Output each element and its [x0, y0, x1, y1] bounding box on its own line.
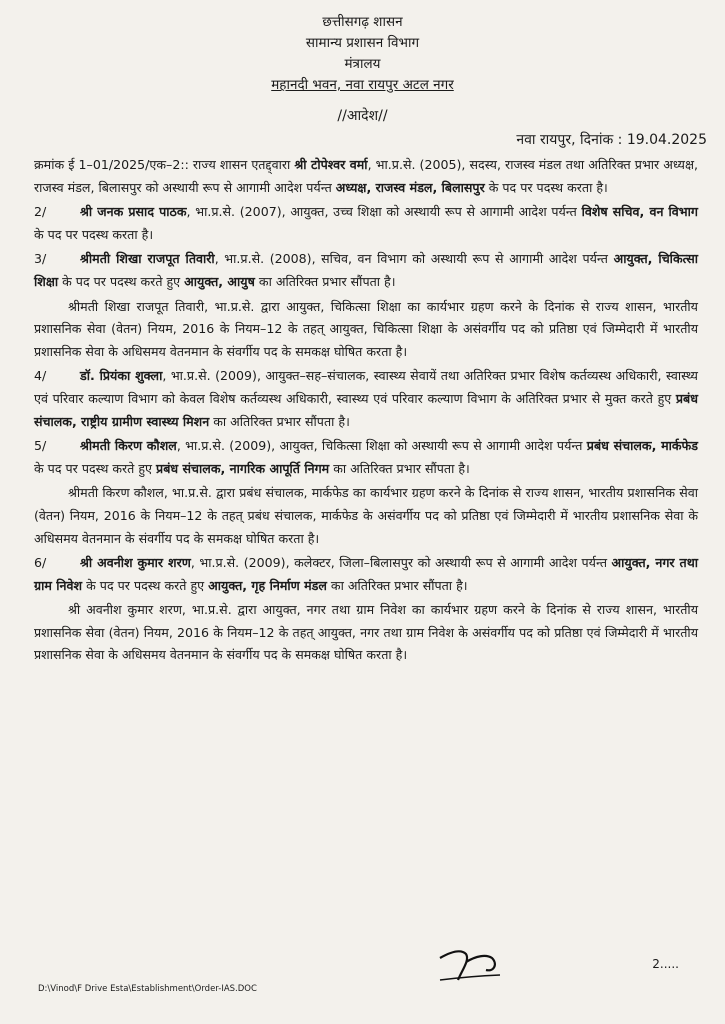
date-line: नवा रायपुर, दिनांक : 19.04.2025 — [516, 132, 707, 148]
header-department: सामान्य प्रशासन विभाग — [305, 35, 420, 51]
paragraph-4: 4/ डॉ. प्रियंका शुक्ला, भा.प्र.से. (2009), आयुक्त–सह–संचालक, स्वास्थ्य सेवायें तथा अतिरिक्त प्रभार विशेष कर्तव्यस्थ अधिकारी, स्वास्थ्य एवं परिवार कल्याण विभाग को केवल विशेष कर्तव्यस्थ अधिकारी, स्वास्थ्य एवं परिवार कल्याण विभाग के अतिरिक्त प्रभार से मुक्त करते हुए प्रबंध संचालक, राष्ट्रीय ग्रामीण स्वास्थ्य मिशन का अतिरिक्त प्रभार सौंपता है। — [34, 365, 698, 433]
header-address: महानदी भवन, नवा रायपुर अटल नगर — [271, 77, 454, 93]
order-title: //आदेश// — [337, 108, 388, 124]
additional-charge: प्रबंध संचालक, राष्ट्रीय ग्रामीण स्वास्थ्य मिशन — [34, 390, 698, 429]
officer-name: डॉ. प्रियंका शुक्ला — [80, 368, 163, 384]
additional-charge: आयुक्त, गृह निर्माण मंडल — [208, 577, 327, 593]
new-post: आयुक्त, चिकित्सा शिक्षा — [34, 251, 698, 289]
paragraph-1: क्रमांक ई 1–01/2025/एक–2:: राज्य शासन एतद्द्वारा श्री टोपेश्वर वर्मा, भा.प्र.से. (2005), सदस्य, राजस्व मंडल तथा अतिरिक्त प्रभार अध्यक्ष, राजस्व मंडल, बिलासपुर को अस्थायी रूप से आगामी आदेश पर्यन्त अध्यक्ष, राजस्व मंडल, बिलासपुर के पद पर पदस्थ करता है। — [34, 157, 698, 195]
new-post: आयुक्त, नगर तथा ग्राम निवेश — [34, 555, 698, 593]
officer-name: श्री जनक प्रसाद पाठक — [80, 204, 187, 220]
officer-name: श्री अवनीश कुमार शरण — [80, 555, 191, 571]
paragraph-number: 2/ — [34, 204, 47, 220]
paragraph-5-declaration: श्रीमती किरण कौशल, भा.प्र.से. द्वारा प्रबंध संचालक, मार्कफेड का कार्यभार ग्रहण करने के दिनांक से राज्य शासन, भारतीय प्रशासनिक सेवा (वेतन) नियम, 2016 के नियम–12 के तहत् प्रबंध संचालक, मार्कफेड के असंवर्गीय पद को प्रतिष्ठा एवं जिम्मेदारी में भारतीय प्रशासनिक सेवा के अधिसमय वेतनमान के संवर्गीय पद के समकक्ष घोषित करता है। — [34, 485, 698, 546]
paragraph-6-declaration: श्री अवनीश कुमार शरण, भा.प्र.से. द्वारा आयुक्त, नगर तथा ग्राम निवेश का कार्यभार ग्रहण करने के दिनांक से राज्य शासन, भारतीय प्रशासनिक सेवा (वेतन) नियम, 2016 के नियम–12 के तहत् आयुक्त, नगर तथा ग्राम निवेश के असंवर्गीय पद को प्रतिष्ठा एवं जिम्मेदारी में भारतीय प्रशासनिक सेवा के अधिसमय वेतनमान के संवर्गीय पद के समकक्ष घोषित करता है। — [34, 602, 698, 663]
header-government: छत्तीसगढ़ शासन — [322, 14, 403, 30]
paragraph-number: 3/ — [34, 251, 47, 267]
new-post: अध्यक्ष, राजस्व मंडल, बिलासपुर — [335, 179, 485, 195]
officer-name: श्रीमती शिखा राजपूत तिवारी — [80, 251, 215, 267]
paragraph-2: 2/ श्री जनक प्रसाद पाठक, भा.प्र.से. (2007), आयुक्त, उच्च शिक्षा को अस्थायी रूप से आगामी आदेश पर्यन्त विशेष सचिव, वन विभाग के पद पर पदस्थ करता है। — [34, 201, 698, 246]
new-post: विशेष सचिव, वन विभाग — [581, 204, 698, 220]
file-path: D:\Vinod\F Drive Esta\Establishment\Order-IAS.DOC — [38, 984, 257, 994]
order-body — [34, 154, 698, 669]
additional-charge: प्रबंध संचालक, नागरिक आपूर्ति निगम — [156, 460, 330, 476]
next-page-indicator: 2..... — [652, 957, 679, 971]
officer-name: श्रीमती किरण कौशल — [80, 438, 177, 454]
additional-charge: आयुक्त, आयुष — [184, 273, 255, 289]
paragraph-3-declaration: श्रीमती शिखा राजपूत तिवारी, भा.प्र.से. द्वारा आयुक्त, चिकित्सा शिक्षा का कार्यभार ग्रहण करने के दिनांक से राज्य शासन, भारतीय प्रशासनिक सेवा (वेतन) नियम, 2016 के नियम–12 के तहत् आयुक्त, चिकित्सा शिक्षा के असंवर्गीय पद को प्रतिष्ठा एवं जिम्मेदारी में भारतीय प्रशासनिक सेवा के अधिसमय वेतनमान के संवर्गीय पद के समकक्ष घोषित करता है। — [34, 298, 698, 359]
paragraph-5: 5/ श्रीमती किरण कौशल, भा.प्र.से. (2009), आयुक्त, चिकित्सा शिक्षा को अस्थायी रूप से आगामी आदेश पर्यन्त प्रबंध संचालक, मार्कफेड के पद पर पदस्थ करते हुए प्रबंध संचालक, नागरिक आपूर्ति निगम का अतिरिक्त प्रभार सौंपता है। — [34, 435, 698, 480]
paragraph-number: 4/ — [34, 368, 47, 384]
signature-mark — [436, 940, 546, 986]
letterhead — [0, 12, 725, 96]
paragraph-number: 5/ — [34, 438, 47, 454]
paragraph-3: 3/ श्रीमती शिखा राजपूत तिवारी, भा.प्र.से. (2008), सचिव, वन विभाग को अस्थायी रूप से आगामी आदेश पर्यन्त आयुक्त, चिकित्सा शिक्षा के पद पर पदस्थ करते हुए आयुक्त, आयुष का अतिरिक्त प्रभार सौंपता है। — [34, 248, 698, 293]
paragraph-number: 6/ — [34, 555, 47, 571]
header-ministry: मंत्रालय — [344, 56, 381, 72]
paragraph-6: 6/ श्री अवनीश कुमार शरण, भा.प्र.से. (2009), कलेक्टर, जिला–बिलासपुर को अस्थायी रूप से आगामी आदेश पर्यन्त आयुक्त, नगर तथा ग्राम निवेश के पद पर पदस्थ करते हुए आयुक्त, गृह निर्माण मंडल का अतिरिक्त प्रभार सौंपता है। — [34, 552, 698, 597]
officer-name: श्री टोपेश्वर वर्मा — [294, 157, 368, 172]
new-post: प्रबंध संचालक, मार्कफेड — [586, 438, 698, 454]
